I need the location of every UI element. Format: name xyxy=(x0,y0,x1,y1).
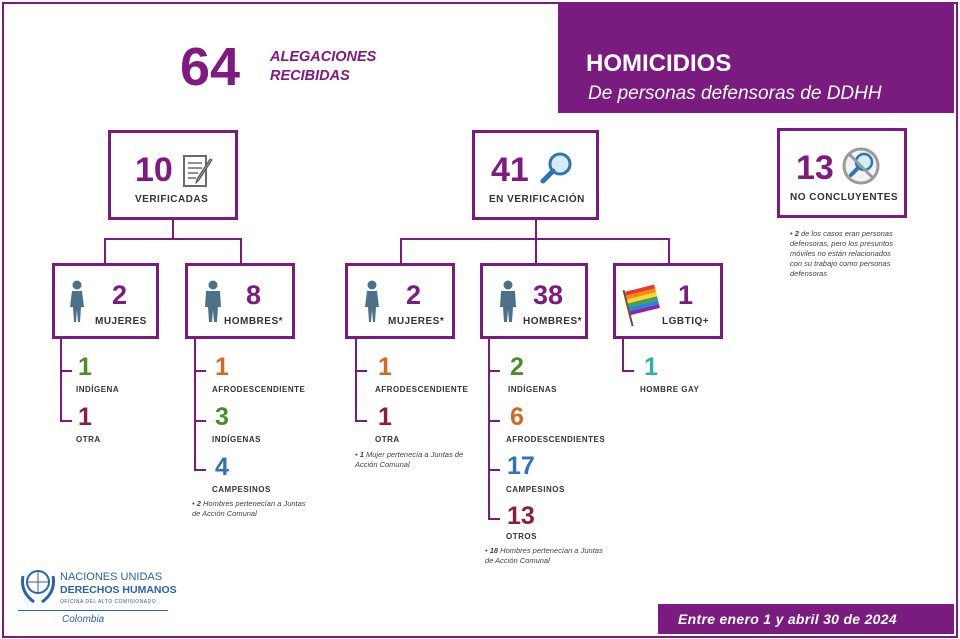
tree-line xyxy=(488,469,500,471)
tree-line xyxy=(355,339,357,421)
tree-line xyxy=(355,420,367,422)
connector xyxy=(240,238,242,264)
in-verification-count: 41 xyxy=(491,151,529,189)
document-pen-icon xyxy=(181,153,215,189)
verified-label: VERIFICADAS xyxy=(135,194,209,205)
tree-line xyxy=(60,420,72,422)
connector xyxy=(172,219,174,239)
breakdown-number: 1 xyxy=(378,403,392,431)
verified-women-box xyxy=(52,263,159,339)
logo-line2: DERECHOS HUMANOS xyxy=(60,584,177,596)
breakdown-label: AFRODESCENDIENTE xyxy=(375,385,469,394)
breakdown-number: 13 xyxy=(507,502,535,530)
in-verification-label: EN VERIFICACIÓN xyxy=(489,194,585,205)
tree-line xyxy=(622,339,624,372)
verified-men-label: HOMBRES* xyxy=(224,316,284,327)
breakdown-label: AFRODESCENDIENTES xyxy=(506,435,606,444)
breakdown-number: 4 xyxy=(215,453,229,481)
tree-line xyxy=(488,420,500,422)
total-label-line1: ALEGACIONES xyxy=(270,49,377,65)
breakdown-label: INDÍGENAS xyxy=(508,385,557,394)
breakdown-number: 1 xyxy=(78,353,92,381)
connector xyxy=(668,238,670,264)
woman-icon xyxy=(362,280,382,324)
tree-line xyxy=(622,370,634,372)
total-label-line2: RECIBIDAS xyxy=(270,68,350,84)
breakdown-number: 6 xyxy=(510,403,524,431)
verified-women-label: MUJERES xyxy=(95,316,147,327)
inv-men-box xyxy=(480,263,588,339)
inv-men-count: 38 xyxy=(533,280,564,310)
tree-line xyxy=(488,370,500,372)
lgbtiq-count: 1 xyxy=(678,280,694,310)
total-label xyxy=(270,48,376,86)
verified-men-count: 8 xyxy=(246,280,262,310)
connector xyxy=(104,238,106,264)
inv-women-count: 2 xyxy=(406,280,422,310)
logo-country: Colombia xyxy=(62,614,105,625)
logo-line3: OFICINA DEL ALTO COMISIONADO xyxy=(60,599,157,605)
date-range-band xyxy=(658,604,954,634)
inconclusive-box xyxy=(777,128,907,218)
tree-line xyxy=(194,469,206,471)
tree-line xyxy=(488,339,490,520)
connector xyxy=(535,238,537,264)
connector xyxy=(535,219,537,239)
breakdown-number: 1 xyxy=(378,353,392,381)
magnifier-icon xyxy=(539,150,575,186)
woman-icon xyxy=(67,280,87,324)
breakdown-label: HOMBRE GAY xyxy=(640,385,700,394)
inv-men-note: • 18 Hombres pertenecían a Juntas de Acción Comunal xyxy=(485,546,603,565)
connector xyxy=(400,238,402,264)
page-subtitle: De personas defensoras de DDHH xyxy=(588,83,882,104)
inv-women-box xyxy=(345,263,455,339)
breakdown-number: 1 xyxy=(644,353,658,381)
date-range: Entre enero 1 y abril 30 de 2024 xyxy=(678,611,897,627)
tree-line xyxy=(60,370,72,372)
total-count: 64 xyxy=(180,37,241,97)
inconclusive-count: 13 xyxy=(796,149,834,187)
breakdown-number: 3 xyxy=(215,403,229,431)
tree-line xyxy=(194,370,206,372)
breakdown-label: AFRODESCENDIENTE xyxy=(212,385,306,394)
verified-men-note: • 2 Hombres pertenecían a Juntas de Acción Comunal xyxy=(192,499,306,518)
verified-count: 10 xyxy=(135,151,173,189)
in-verification-box xyxy=(472,130,599,220)
title-band xyxy=(558,4,954,113)
lgbtiq-box xyxy=(613,263,723,339)
tree-line xyxy=(355,370,367,372)
inv-women-note: • 1 Mujer pertenecía a Juntas de Acción Comunal xyxy=(355,450,464,469)
un-emblem-icon xyxy=(20,564,56,608)
inconclusive-label: NO CONCLUYENTES xyxy=(790,192,899,203)
breakdown-label: CAMPESINOS xyxy=(212,485,271,494)
breakdown-label: INDÍGENA xyxy=(76,385,120,394)
breakdown-label: OTRA xyxy=(76,435,101,444)
man-icon xyxy=(497,280,519,324)
un-human-rights-logo xyxy=(18,562,178,628)
breakdown-number: 1 xyxy=(215,353,229,381)
breakdown-label: OTROS xyxy=(506,532,537,541)
logo-divider xyxy=(18,610,168,611)
page-title: HOMICIDIOS xyxy=(586,50,732,77)
tree-line xyxy=(194,339,196,471)
rainbow-flag-icon xyxy=(622,282,662,326)
tree-line xyxy=(488,518,500,520)
verified-women-count: 2 xyxy=(112,280,128,310)
tree-line xyxy=(194,420,206,422)
inv-women-label: MUJERES* xyxy=(388,316,445,327)
connector xyxy=(104,238,242,240)
verified-men-box xyxy=(185,263,295,339)
no-magnifier-icon xyxy=(842,147,880,185)
breakdown-label: CAMPESINOS xyxy=(506,485,565,494)
logo-line1: NACIONES UNIDAS xyxy=(60,571,163,583)
breakdown-number: 1 xyxy=(78,403,92,431)
inconclusive-note: • 2 de los casos eran personas defensoras, pero los presuntos móviles no están relacionados con su trabajo como personas defensoras xyxy=(790,229,893,278)
breakdown-number: 17 xyxy=(507,452,535,480)
breakdown-number: 2 xyxy=(510,353,524,381)
lgbtiq-label: LGBTIQ+ xyxy=(662,316,710,327)
breakdown-label: OTRA xyxy=(375,435,400,444)
breakdown-label: INDÍGENAS xyxy=(212,435,261,444)
inv-men-label: HOMBRES* xyxy=(523,316,583,327)
verified-box xyxy=(108,130,238,220)
tree-line xyxy=(60,339,62,421)
man-icon xyxy=(202,280,224,324)
